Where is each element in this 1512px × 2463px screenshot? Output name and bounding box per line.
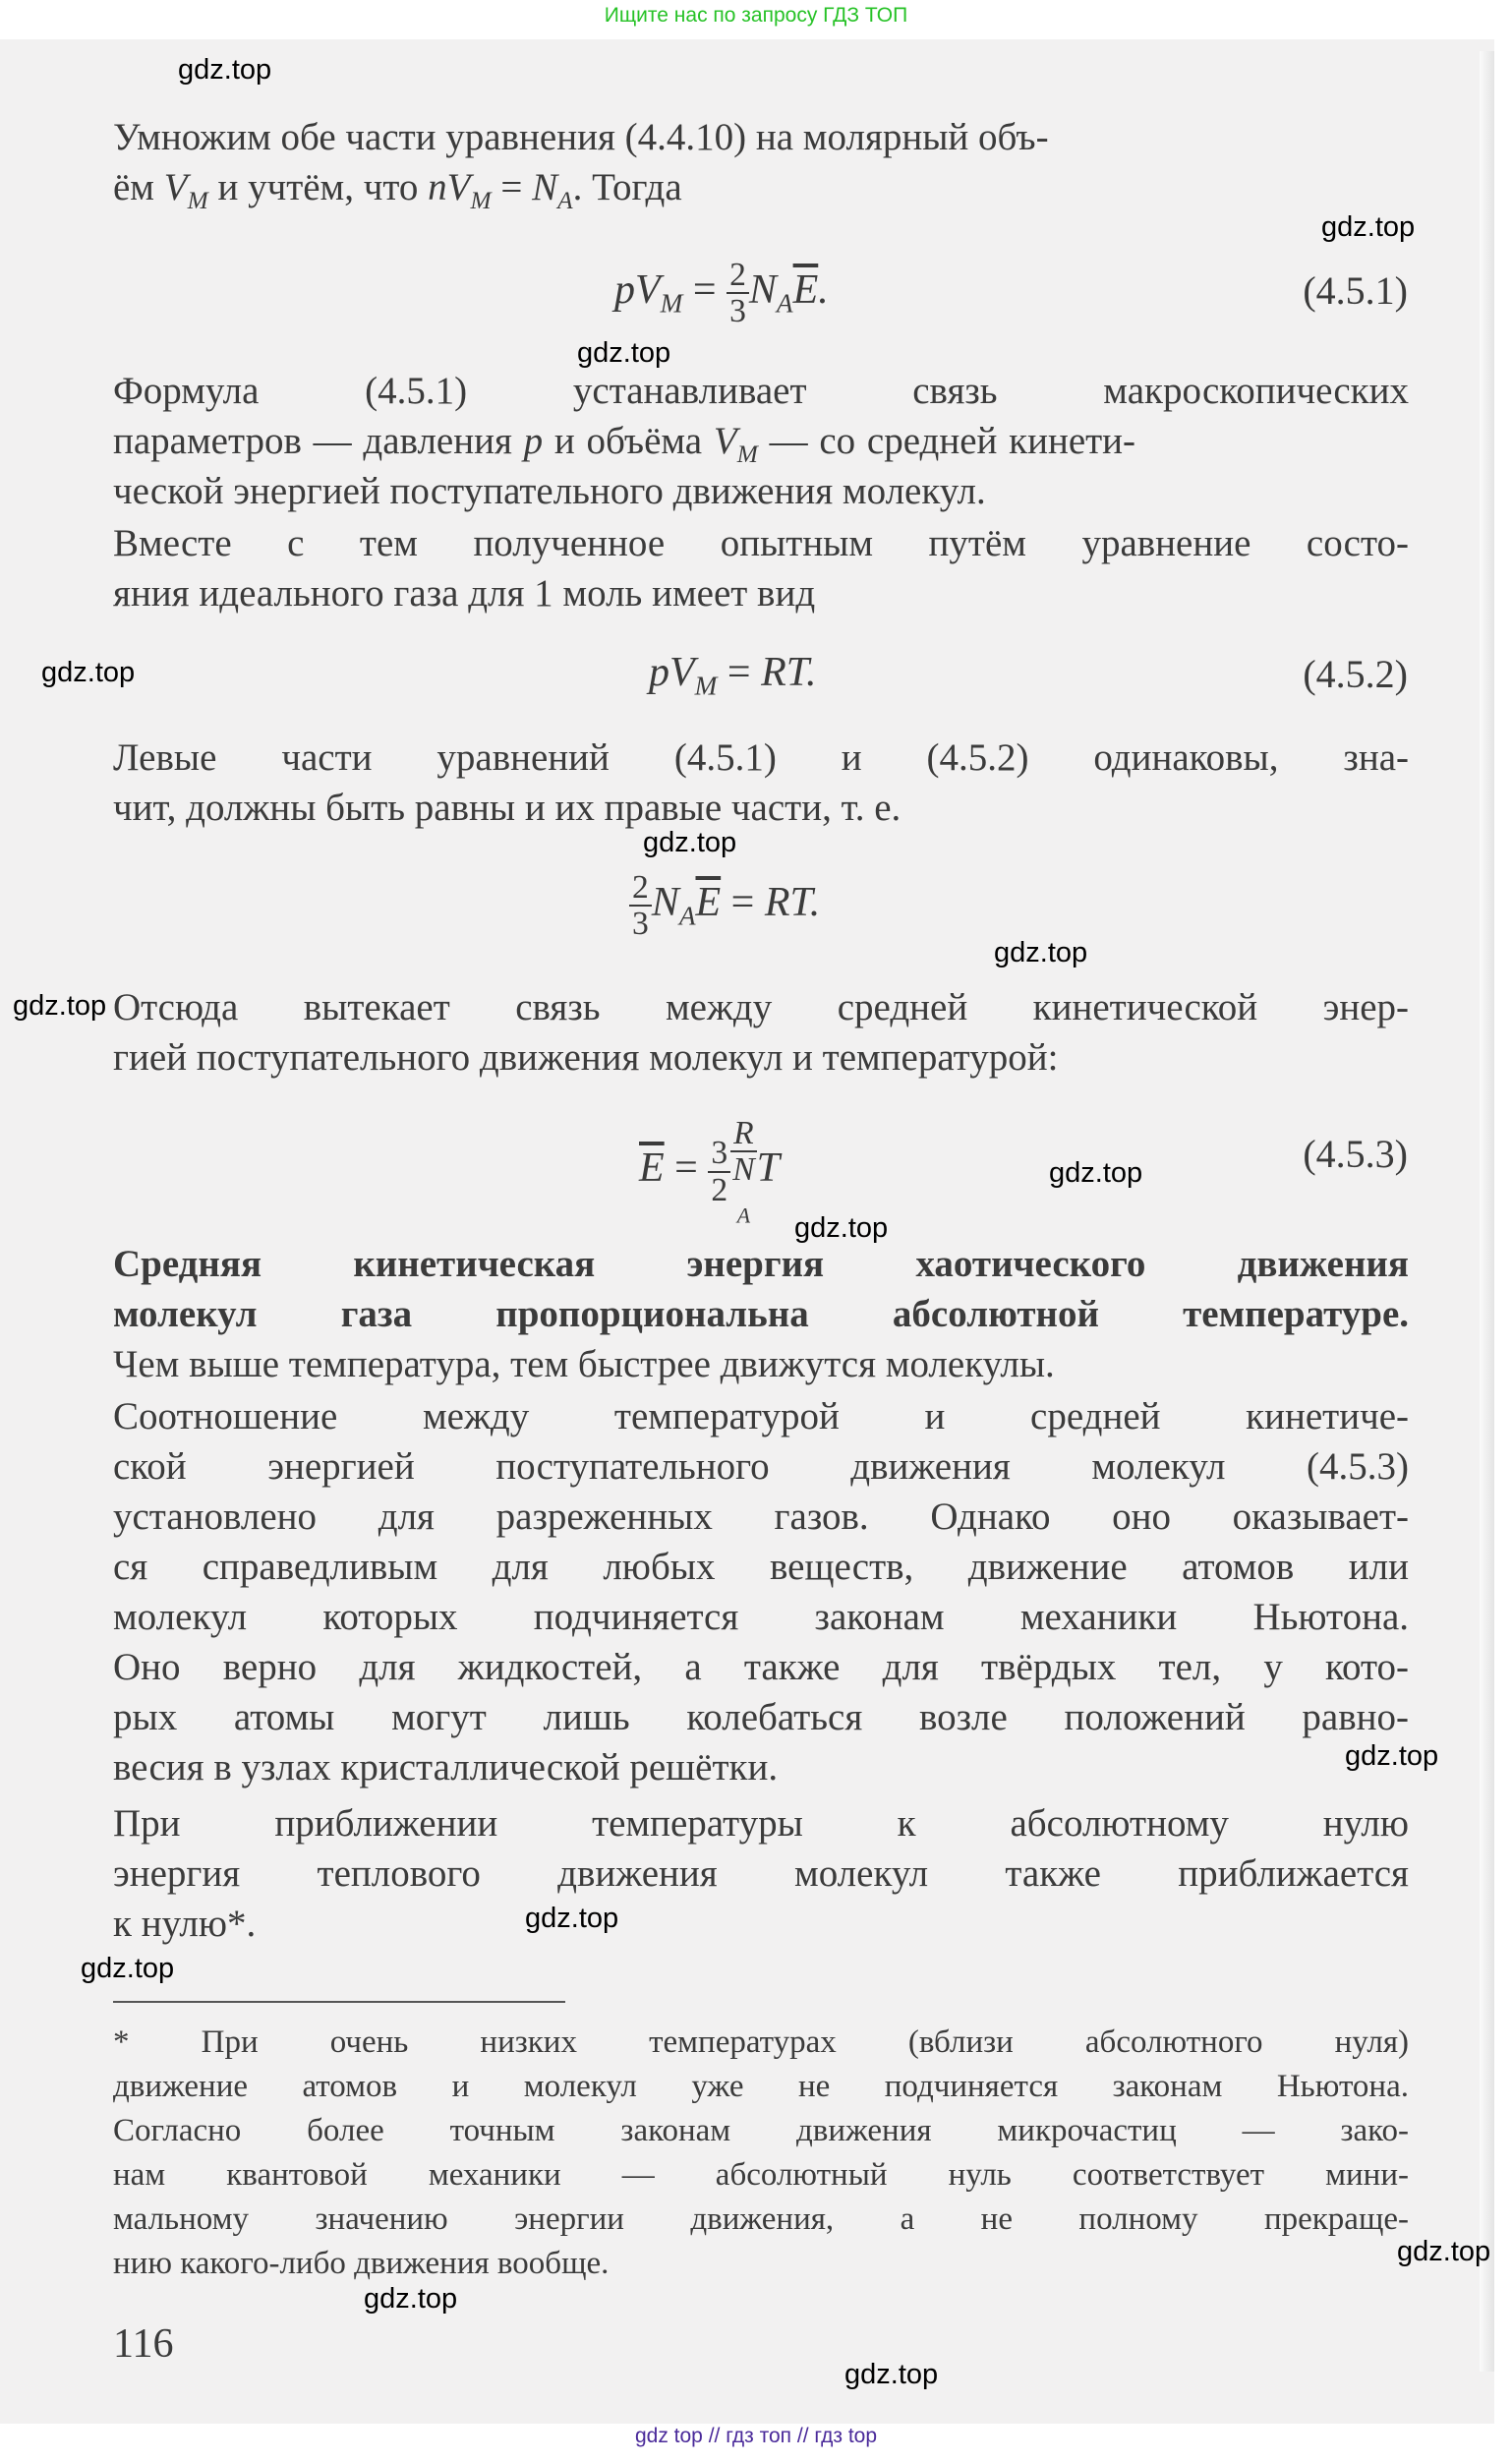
text-line: ческой энергией поступательного движения молекул. xyxy=(113,470,986,512)
math: M xyxy=(470,186,492,214)
watermark: gdz.top xyxy=(13,990,107,1022)
equation-4-5-2: $pV_M$ = RT. xyxy=(649,650,817,701)
text-line: рых атомы могут лишь колебаться возле положений равно- xyxy=(113,1696,1409,1738)
text: ём xyxy=(113,166,164,208)
footnote-divider xyxy=(113,2001,565,2003)
equation-energy-equality: $\frac{2}{3}$ $N_A\overline{E}$ = RT. xyxy=(629,870,820,942)
watermark: gdz.top xyxy=(364,2283,458,2315)
text-line: молекул которых подчиняется законам механики Ньютона. xyxy=(113,1596,1409,1638)
footnote-line: мальному значению энергии движения, а не полному прекраще- xyxy=(113,2201,1409,2237)
text-line: энергия теплового движения молекул также приближается xyxy=(113,1852,1409,1895)
text-line: весия в узлах кристаллической решётки. xyxy=(113,1746,779,1789)
text-line: Чем выше температура, тем быстрее движутся молекулы. xyxy=(113,1343,1055,1385)
watermark: gdz.top xyxy=(1321,211,1416,243)
text-line: ской энергией поступательного движения молекул (4.5.3) xyxy=(113,1445,1409,1488)
math: nV xyxy=(428,166,471,208)
watermark: gdz.top xyxy=(41,657,136,688)
footnote-line: нию какого-либо движения вообще. xyxy=(113,2246,610,2281)
text-line: параметров — давления p и объёма $V_M$ — со средней кинети- xyxy=(113,420,1136,468)
math: A xyxy=(557,186,573,214)
footnote-line: движение атомов и молекул уже не подчиняется законам Ньютона. xyxy=(113,2069,1409,2104)
math: V xyxy=(163,166,188,208)
equation-number: (4.5.3) xyxy=(1303,1132,1408,1176)
watermark: gdz.top xyxy=(1049,1157,1143,1189)
text-line-bold: молекул газа пропорциональна абсолютной температуре. xyxy=(113,1293,1409,1335)
text-line: установлено для разреженных газов. Однако оно оказывает- xyxy=(113,1495,1409,1538)
watermark: gdz.top xyxy=(844,2359,939,2390)
page-edge xyxy=(1480,51,1494,2372)
text-line: Соотношение между температурой и средней кинетиче- xyxy=(113,1395,1409,1437)
watermark: gdz.top xyxy=(525,1903,619,1934)
text: = xyxy=(491,166,533,208)
text-line xyxy=(113,162,1409,226)
equation-number: (4.5.2) xyxy=(1303,652,1408,696)
text-line: Левые части уравнений (4.5.1) и (4.5.2) одинаковы, зна- xyxy=(113,736,1409,779)
text-line: чит, должны быть равны и их правые части, т. е. xyxy=(113,787,901,829)
math: M xyxy=(187,186,208,214)
equation-4-5-1: $pV_M$ = $\frac{2}{3}$ $N_A\overline{E}$. xyxy=(614,257,829,330)
equation-4-5-3: $\overline{E}$ = $\frac{3}{2}$ R N $_A$ T xyxy=(639,1115,781,1228)
text-line: к нулю*. xyxy=(113,1903,257,1945)
text-line-bold: Средняя кинетическая энергия хаотического движения xyxy=(113,1243,1409,1285)
watermark: gdz.top xyxy=(577,337,671,369)
bottom-banner[interactable]: gdz top // гдз топ // гдз top xyxy=(634,2425,878,2447)
watermark: gdz.top xyxy=(994,937,1088,968)
math: N xyxy=(532,166,558,208)
text-line: гией поступательного движения молекул и температурой: xyxy=(113,1036,1059,1079)
watermark: gdz.top xyxy=(1345,1740,1439,1772)
text-line: При приближении температуры к абсолютному нулю xyxy=(113,1802,1409,1845)
text: и учтём, что xyxy=(207,166,429,208)
watermark: gdz.top xyxy=(1397,2236,1491,2267)
footnote-line: нам квантовой механики — абсолютный нуль соответствует мини- xyxy=(113,2157,1409,2193)
text-line: Отсюда вытекает связь между средней кинетической энер- xyxy=(113,986,1409,1028)
watermark: gdz.top xyxy=(794,1212,889,1244)
watermark: gdz.top xyxy=(178,54,272,86)
page-number: 116 xyxy=(113,2321,174,2367)
footnote-line: Согласно более точным законам движения микрочастиц — зако- xyxy=(113,2113,1409,2148)
text-line: ся справедливым для любых веществ, движение атомов или xyxy=(113,1546,1409,1588)
equation-number: (4.5.1) xyxy=(1303,268,1408,313)
top-banner[interactable]: Ищите нас по запросу ГДЗ ТОП xyxy=(604,4,908,27)
watermark: gdz.top xyxy=(643,827,737,858)
text: . Тогда xyxy=(572,166,682,208)
text-line: Умножим обе части уравнения (4.4.10) на молярный объ- xyxy=(113,116,1049,158)
text-line: Формула (4.5.1) устанавливает связь макроскопических xyxy=(113,370,1409,412)
footnote-line: * При очень низких температурах (вблизи абсолютного нуля) xyxy=(113,2024,1409,2060)
text-line: яния идеального газа для 1 моль имеет вид xyxy=(113,572,816,615)
watermark: gdz.top xyxy=(81,1953,175,1984)
text-line: Оно верно для жидкостей, а также для твёрдых тел, у кото- xyxy=(113,1646,1409,1688)
text-line: Вместе с тем полученное опытным путём уравнение состо- xyxy=(113,522,1409,564)
